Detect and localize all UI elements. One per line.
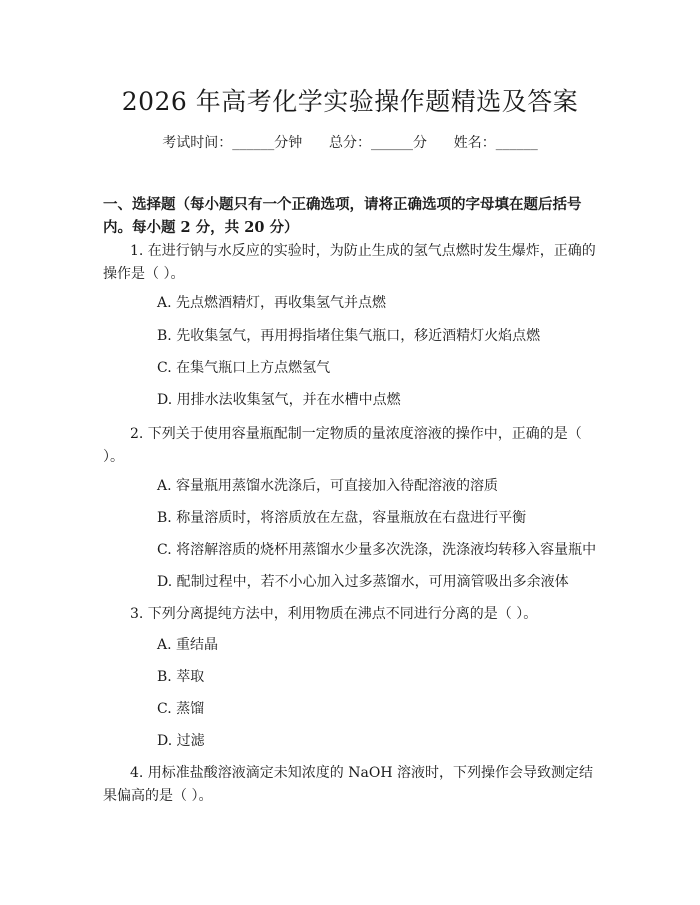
question-3-option-c: C. 蒸馏 [157,701,205,717]
question-1-option-c: C. 在集气瓶口上方点燃氢气 [157,360,331,376]
question-2-stem: 2. 下列关于使用容量瓶配制一定物质的量浓度溶液的操作中，正确的是（ ）。 [103,426,582,465]
question-1-option-a: A. 先点燃酒精灯，再收集氢气并点燃 [157,295,387,311]
question-1-option-b: B. 先收集氢气，再用拇指堵住集气瓶口，移近酒精灯火焰点燃 [157,328,541,344]
question-4-stem: 4. 用标准盐酸溶液滴定未知浓度的 NaOH 溶液时，下列操作会导致测定结果偏高的是（ ）。 [103,765,593,804]
question-3-option-a: A. 重结晶 [157,637,219,653]
section-heading: 一、选择题（每小题只有一个正确选项，请将正确选项的字母填在题后括号内。每小题 2 分，共 20 分） [103,196,582,236]
question-2-option-d: D. 配制过程中，若不小心加入过多蒸馏水，可用滴管吸出多余液体 [157,574,569,590]
question-2-option-a: A. 容量瓶用蒸馏水洗涤后，可直接加入待配溶液的溶质 [157,478,499,494]
question-1-stem: 1. 在进行钠与水反应的实验时，为防止生成的氢气点燃时发生爆炸，正确的操作是（ ）。 [103,243,596,282]
question-3-option-d: D. 过滤 [157,733,205,749]
question-2-option-c: C. 将溶解溶质的烧杯用蒸馏水少量多次洗涤，洗涤液均转移入容量瓶中 [157,542,597,558]
exam-title: 2026 年高考化学实验操作题精选及答案 [121,87,579,116]
question-3-option-b: B. 萃取 [157,669,205,685]
question-2-option-b: B. 称量溶质时，将溶质放在左盘，容量瓶放在右盘进行平衡 [157,510,527,526]
exam-info-line: 考试时间：______分钟 总分：______分 姓名：______ [162,135,538,151]
question-1-option-d: D. 用排水法收集氢气，并在水槽中点燃 [157,392,401,408]
question-3-stem: 3. 下列分离提纯方法中，利用物质在沸点不同进行分离的是（ ）。 [130,606,538,622]
